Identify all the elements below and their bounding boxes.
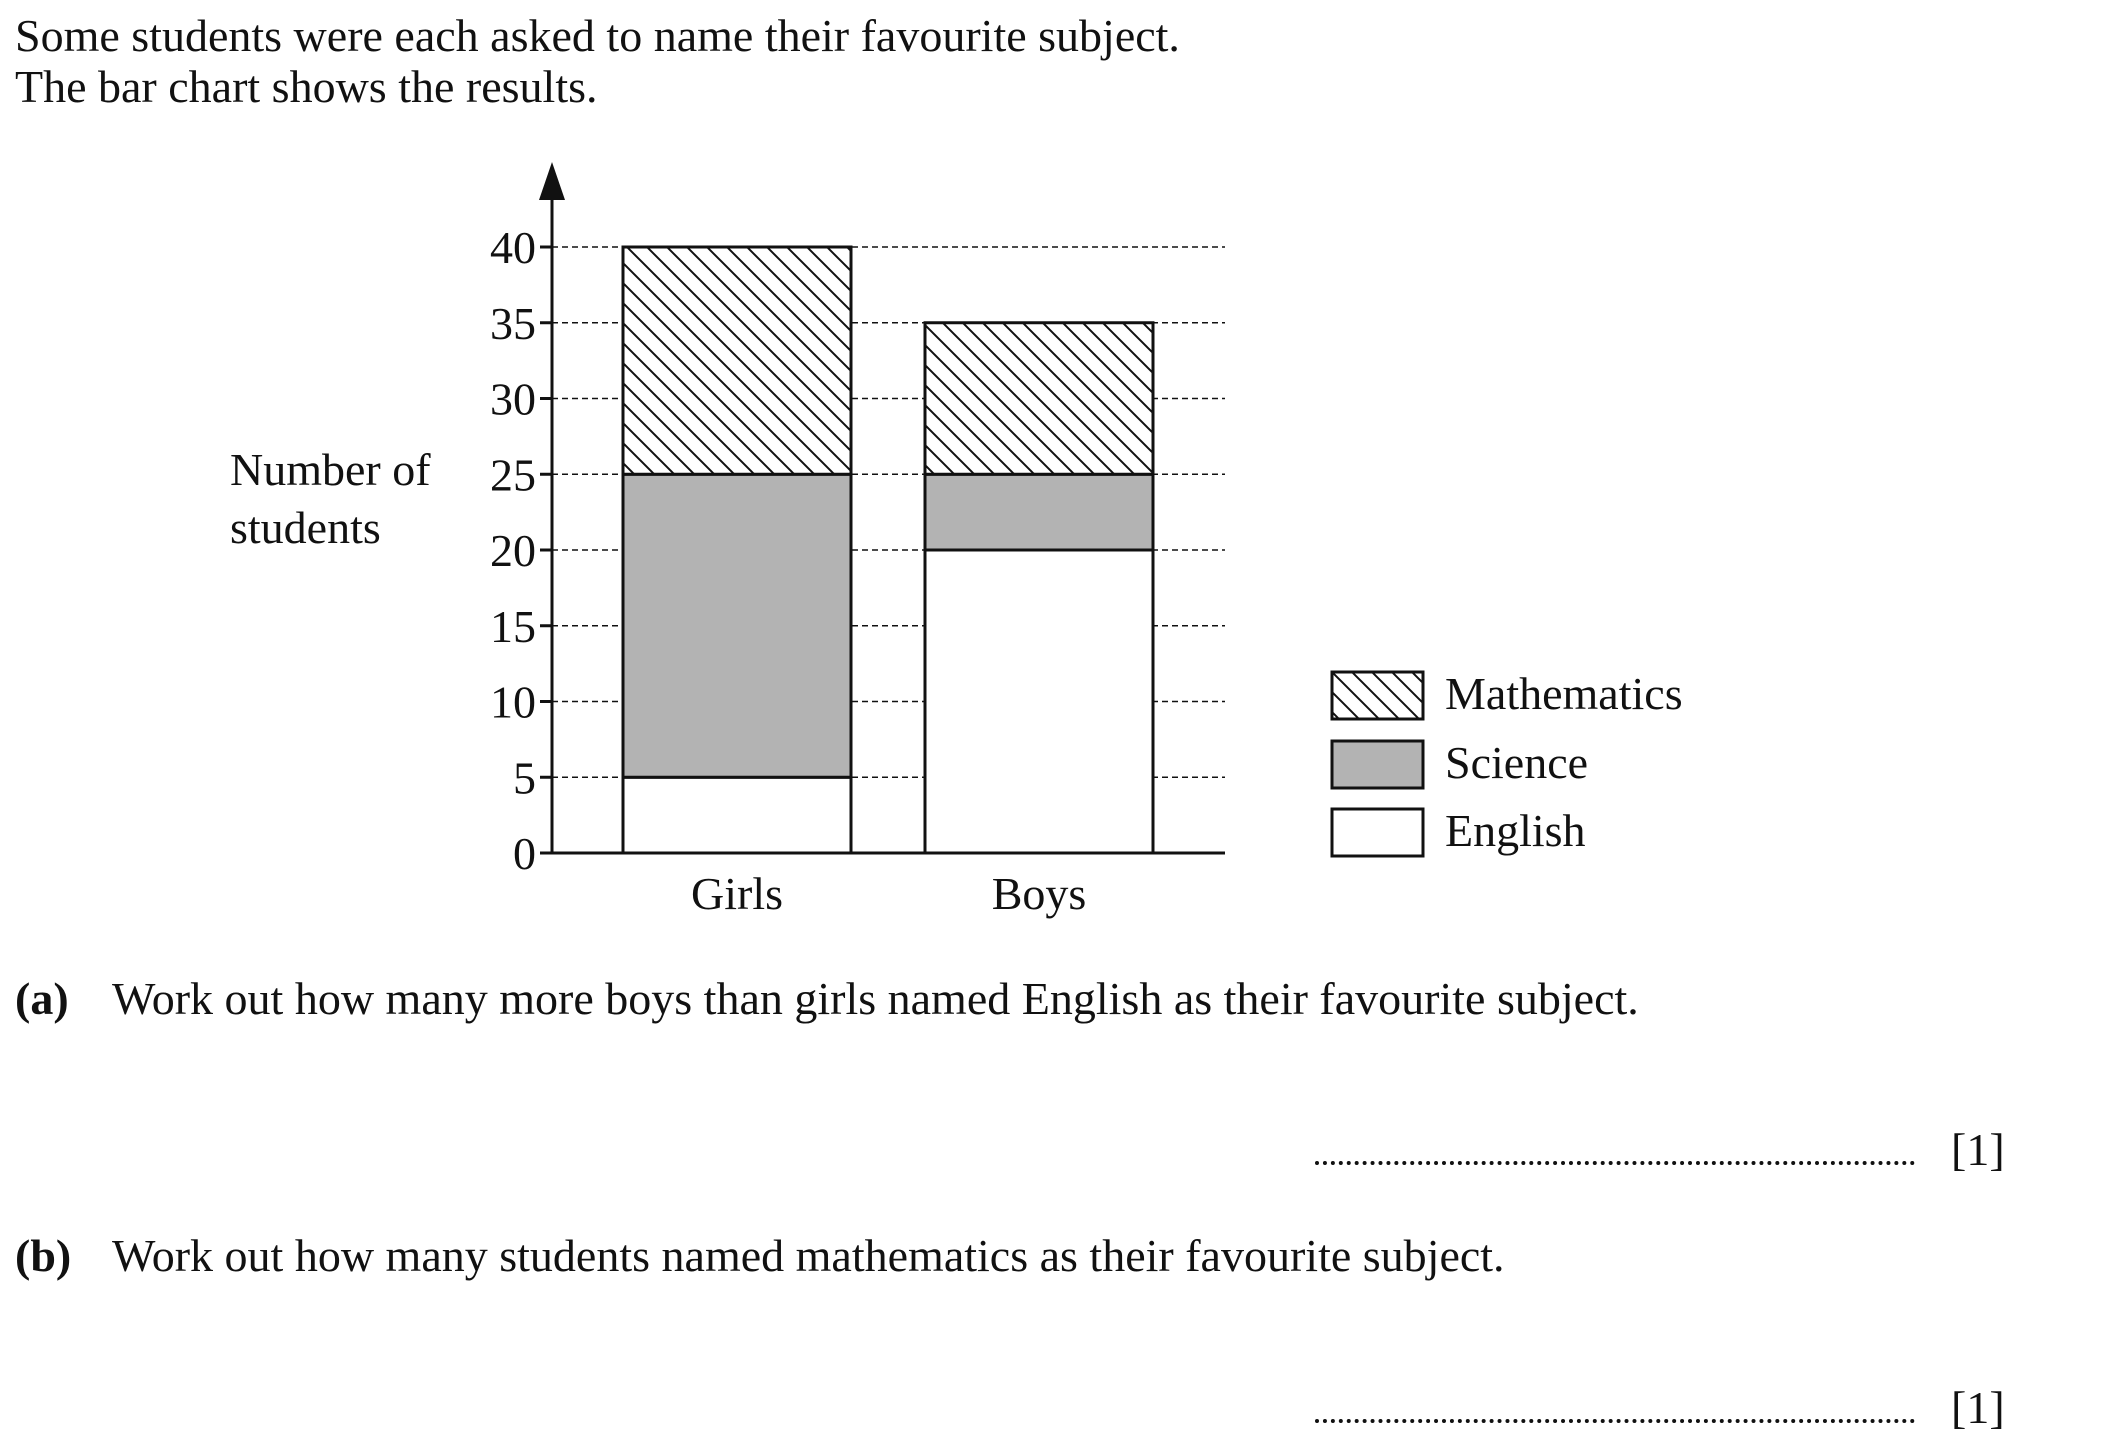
question-b	[15, 1230, 1505, 1282]
bar-girls-science	[623, 474, 851, 777]
marks-b: [1]	[1951, 1382, 2005, 1433]
y-tick-label-0: 0	[513, 828, 536, 879]
legend-label-science: Science	[1445, 737, 1589, 788]
intro-line-1: Some students were each asked to name their favourite subject.	[15, 10, 1180, 61]
y-axis-label-line-2: students	[230, 502, 381, 553]
y-tick-label-5: 5	[513, 752, 536, 804]
y-tick-label-20: 20	[490, 525, 536, 576]
bar-boys-mathematics	[925, 323, 1153, 475]
y-axis-arrowhead	[539, 162, 565, 200]
y-axis-label-line-1: Number of	[230, 444, 431, 495]
question-b-text: Work out how many students named mathematics as their favourite subject.	[112, 1230, 1505, 1281]
answer-line-a[interactable]	[1315, 1124, 2005, 1176]
legend-swatch-english	[1332, 809, 1423, 856]
bar-girls-english	[623, 777, 851, 853]
legend-label-mathematics: Mathematics	[1445, 668, 1683, 719]
marks-a: [1]	[1951, 1124, 2005, 1175]
bar-boys-science	[925, 474, 1153, 550]
question-a-text: Work out how many more boys than girls named English as their favourite subject.	[112, 973, 1639, 1024]
answer-line-b[interactable]	[1315, 1382, 2005, 1434]
question-a	[15, 973, 1639, 1025]
legend-swatch-mathematics	[1332, 672, 1423, 719]
bar-girls-mathematics	[623, 247, 851, 474]
answer-dots-a[interactable]	[1315, 1155, 1915, 1165]
legend-label-english: English	[1445, 805, 1586, 856]
x-tick-label-boys: Boys	[991, 868, 1087, 919]
y-tick-label-10: 10	[490, 676, 536, 728]
y-tick-label-15: 15	[490, 600, 536, 652]
stacked-bar-chart	[0, 140, 1760, 940]
y-tick-label-35: 35	[490, 297, 536, 349]
y-tick-label-40: 40	[490, 222, 536, 273]
question-a-label: (a)	[15, 973, 69, 1024]
y-tick-label-25: 25	[490, 449, 536, 501]
x-tick-label-girls: Girls	[691, 868, 783, 919]
legend-swatch-science	[1332, 741, 1423, 788]
question-b-label: (b)	[15, 1230, 72, 1281]
intro-line-2: The bar chart shows the results.	[15, 61, 598, 112]
answer-dots-b[interactable]	[1315, 1413, 1915, 1423]
bar-boys-english	[925, 550, 1153, 853]
y-tick-label-30: 30	[490, 373, 536, 425]
question-intro	[15, 10, 1180, 112]
